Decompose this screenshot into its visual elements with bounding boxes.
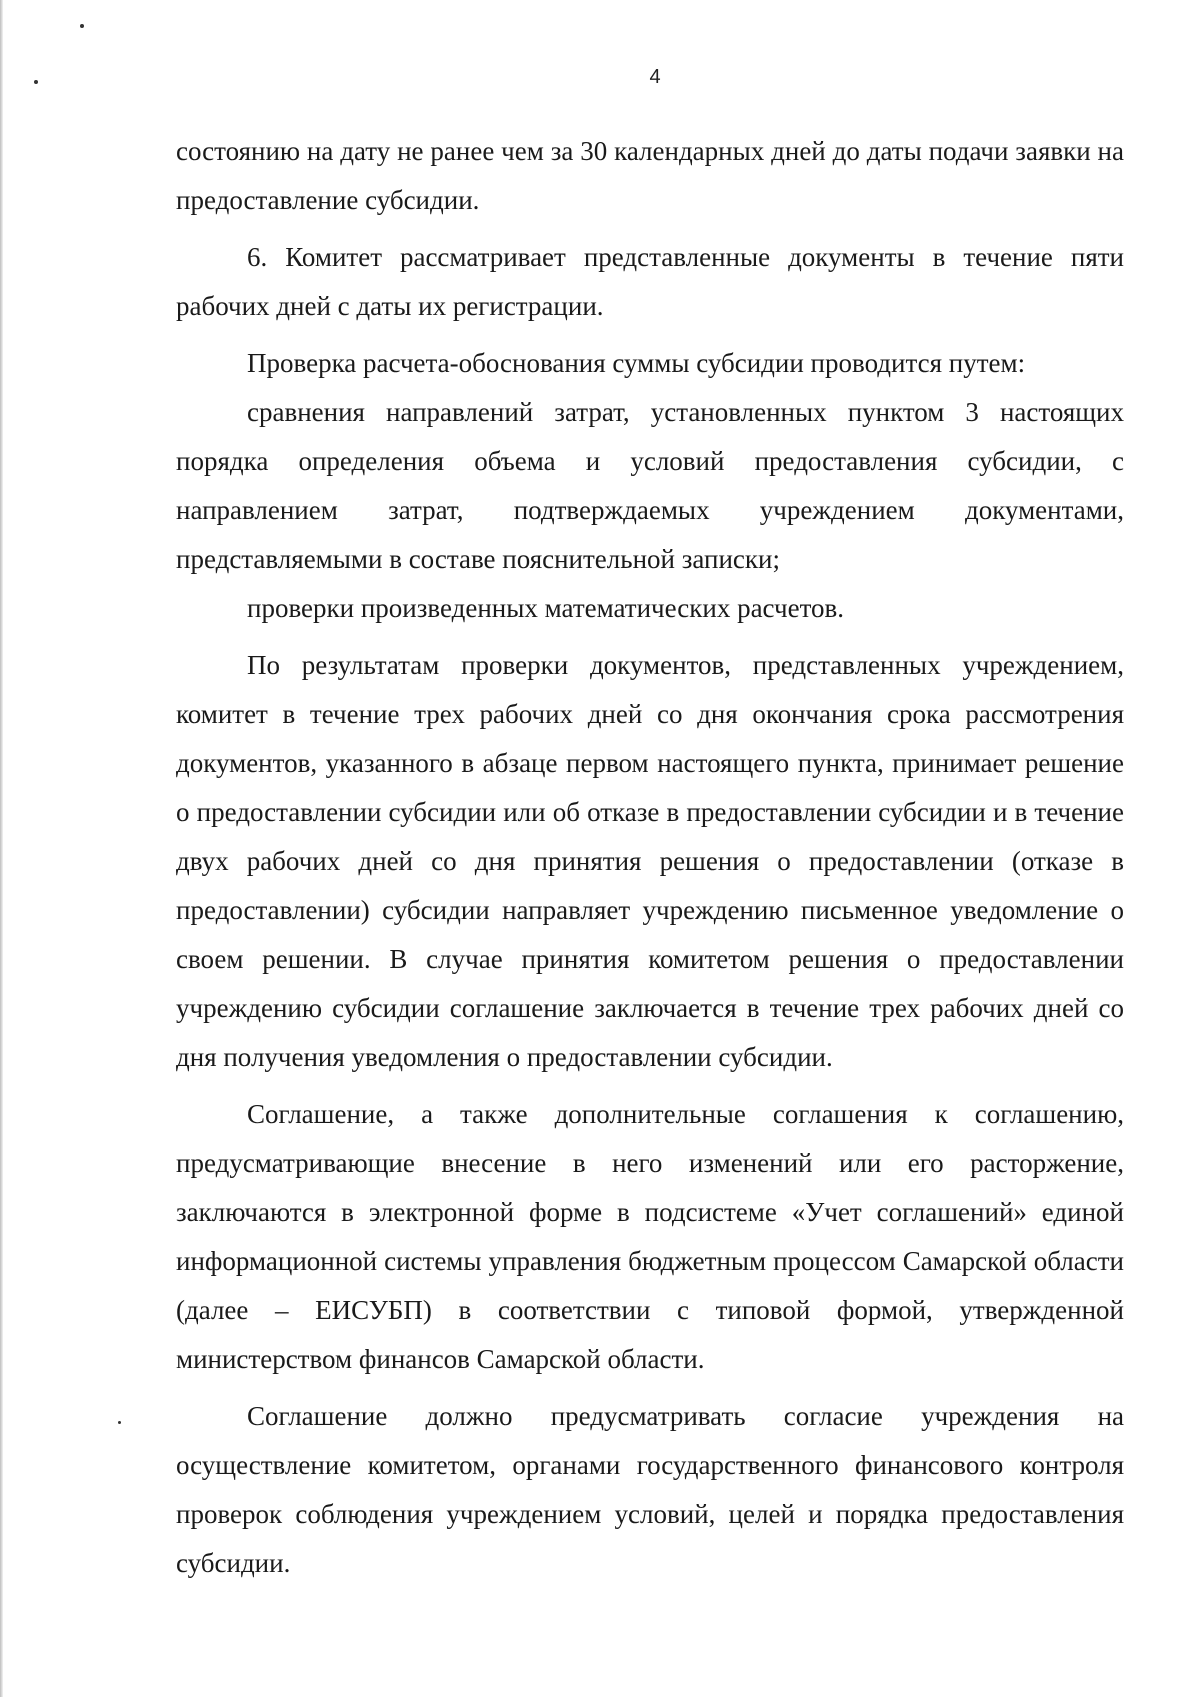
paragraph-item-6: 6. Комитет рассматривает представленные документы в течение пяти рабочих дней с даты их регистрации. — [176, 242, 1124, 321]
paragraph-calculations: проверки произведенных математических расчетов. — [247, 593, 845, 623]
page-number: 4 — [649, 66, 661, 88]
paragraph-agreement-form: Соглашение, а также дополнительные соглашения к соглашению, предусматривающие внесение в него изменений или его расторжение, заключаются в электронной форме в подсистеме «Учет соглашений» единой информационной системы управления бюджетным процессом Самарской области (далее – ЕИСУБП) в соответствии с типовой формой, утвержденной министерством финансов Самарской области. — [176, 1099, 1124, 1374]
paragraph-agreement-consent: Соглашение должно предусматривать согласие учреждения на осуществление комитетом, органами государственного финансового контроля проверок соблюдения учреждением условий, целей и порядка предоставления субсидии. — [176, 1401, 1124, 1578]
scan-edge — [0, 0, 3, 1697]
scan-speck — [118, 1421, 121, 1424]
paragraph-verification-intro: Проверка расчета-обоснования суммы субсидии проводится путем: — [247, 348, 1026, 378]
scan-speck — [80, 24, 84, 28]
paragraph-decision: По результатам проверки документов, представленных учреждением, комитет в течение трех рабочих дней со дня окончания срока рассмотрения документов, указанного в абзаце первом настоящего пункта, принимает решение о предоставлении субсидии или об отказе в предоставлении субсидии и в течение двух рабочих дней со дня принятия решения о предоставлении (отказе в предоставлении) субсидии направляет учреждению письменное уведомление о своем решении. В случае принятия комитетом решения о предоставлении учреждению субсидии соглашение заключается в течение трех рабочих дней со дня получения уведомления о предоставлении субсидии. — [176, 650, 1124, 1072]
document-body — [176, 127, 1124, 1588]
paragraph-continuation: состоянию на дату не ранее чем за 30 календарных дней до даты подачи заявки на предоставление субсидии. — [176, 136, 1124, 215]
paragraph-comparison: сравнения направлений затрат, установленных пунктом 3 настоящих порядка определения объема и условий предоставления субсидии, с направлением затрат, подтверждаемых учреждением документами, представляемыми в составе пояснительной записки; — [176, 397, 1124, 574]
